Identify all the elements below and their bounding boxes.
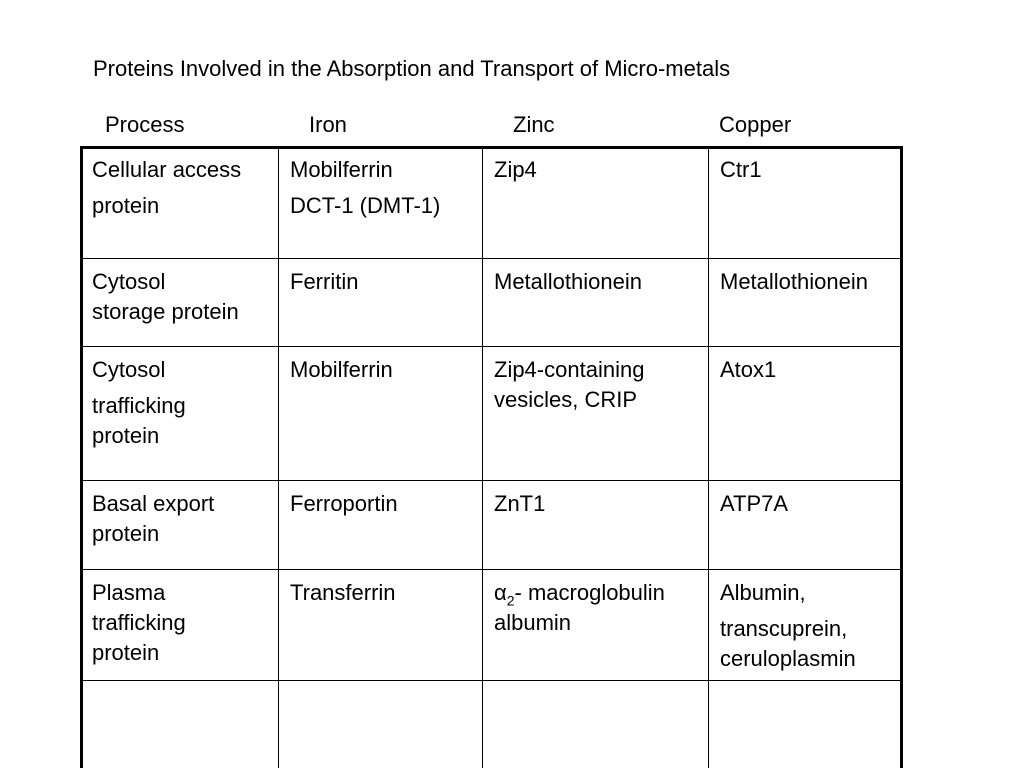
iron-cell [279,481,483,570]
cell-text: Cytosol [92,357,166,382]
cell-text: ZnT1 [494,491,546,516]
iron-cell [279,347,483,481]
cell-text: protein [92,640,160,665]
column-header-copper: Copper [719,112,792,137]
cell-text: DCT-1 (DMT-1) [290,193,441,218]
column-header-zinc: Zinc [513,112,555,137]
table-row [81,481,904,570]
table-row [81,570,904,681]
cell-text: - macroglobulin [514,580,665,605]
cell-text: Mobilferrin [290,157,393,182]
cell-text: albumin [494,610,572,635]
cell-text: Metallothionein [720,269,868,294]
alpha-symbol: α [494,580,507,605]
slide-title: Proteins Involved in the Absorption and Transport of Micro-metals [93,56,731,81]
copper-cell [709,681,904,768]
process-cell [81,570,279,681]
table-row [81,681,904,768]
cell-text: protein [92,521,160,546]
cell-text: Ctr1 [720,157,762,182]
cell-text: Basal export [92,491,215,516]
cell-text: Plasma [92,580,166,605]
copper-cell [709,481,904,570]
column-header-iron: Iron [309,112,347,137]
cell-text: Albumin, [720,580,806,605]
zinc-cell [483,481,709,570]
cell-text: Ferroportin [290,491,398,516]
alpha-subscript: 2 [506,592,515,609]
column-header-process: Process [105,112,185,137]
cell-text: transcuprein, [720,616,848,641]
cell-text [494,578,708,608]
copper-cell [709,347,904,481]
zinc-cell [483,347,709,481]
iron-cell [279,681,483,768]
zinc-cell [483,259,709,347]
process-cell [81,681,279,768]
zinc-cell [483,147,709,259]
cell-text: trafficking [92,610,186,635]
proteins-table [80,146,903,768]
zinc-cell [483,681,709,768]
cell-text: Mobilferrin [290,357,393,382]
copper-cell [709,147,904,259]
cell-text: Transferrin [290,580,396,605]
cell-text: vesicles, CRIP [494,387,638,412]
cell-text: Cytosol [92,269,166,294]
process-cell [81,147,279,259]
process-cell [81,481,279,570]
process-cell [81,347,279,481]
process-cell [81,259,279,347]
cell-text: Ferritin [290,269,359,294]
cell-text: Atox1 [720,357,777,382]
cell-text: ceruloplasmin [720,646,856,671]
cell-text: Cellular access [92,157,242,182]
cell-text: Zip4 [494,157,537,182]
copper-cell [709,259,904,347]
cell-text: protein [92,193,160,218]
table-row [81,147,904,259]
copper-cell [709,570,904,681]
table-row [81,259,904,347]
cell-text: Zip4-containing [494,357,645,382]
cell-text: Metallothionein [494,269,642,294]
cell-text: storage protein [92,299,239,324]
cell-text: protein [92,423,160,448]
cell-text: ATP7A [720,491,789,516]
zinc-cell [483,570,709,681]
table-row [81,347,904,481]
iron-cell [279,259,483,347]
iron-cell [279,147,483,259]
cell-text: trafficking [92,393,186,418]
iron-cell [279,570,483,681]
